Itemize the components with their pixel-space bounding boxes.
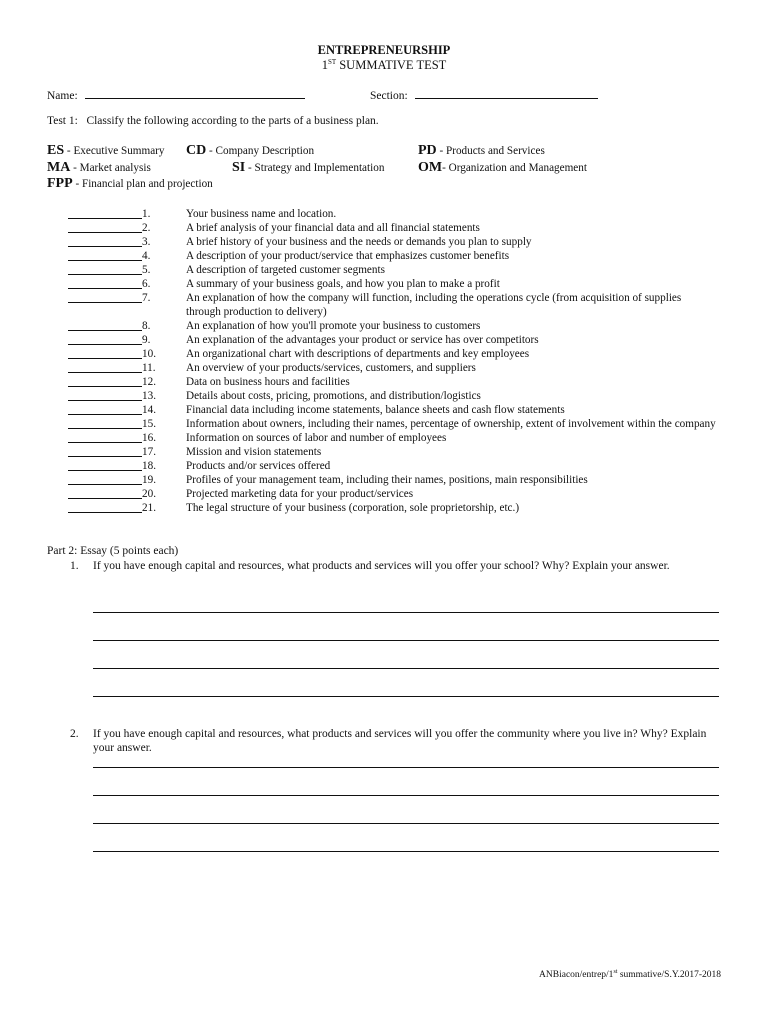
answer-blank[interactable]: [68, 375, 142, 389]
answer-blank[interactable]: [68, 487, 142, 501]
answer-blank[interactable]: [68, 235, 142, 249]
item-number: 17.: [142, 446, 156, 458]
answer-line[interactable]: [93, 767, 719, 768]
answer-blank[interactable]: [68, 459, 142, 473]
section-blank[interactable]: [415, 87, 598, 99]
item-number: 15.: [142, 418, 156, 430]
item-number: 10.: [142, 348, 156, 360]
item-number: 6.: [142, 278, 151, 290]
list-item: [68, 487, 718, 501]
essay-q1-text: If you have enough capital and resources, what products and services will you offer your school? Why? Explain your answer.: [93, 560, 670, 572]
list-item: [68, 501, 718, 515]
list-item: [68, 445, 718, 459]
item-text: A brief analysis of your financial data and all financial statements: [186, 222, 480, 234]
legend-ma: MA - Market analysis: [47, 160, 151, 175]
part2-heading: Part 2: Essay (5 points each): [47, 545, 179, 557]
item-number: 11.: [142, 362, 156, 374]
item-text: Information about owners, including their names, percentage of ownership, extent of involvement within the company: [186, 418, 716, 430]
answer-blank[interactable]: [68, 361, 142, 375]
list-item: [68, 333, 718, 347]
item-number: 16.: [142, 432, 156, 444]
list-item: [68, 431, 718, 445]
section-field[interactable]: [370, 87, 598, 102]
list-item: [68, 249, 718, 263]
answer-blank[interactable]: [68, 319, 142, 333]
item-text: Mission and vision statements: [186, 446, 322, 458]
list-item: [68, 207, 718, 221]
list-item: [68, 277, 718, 291]
item-number: 3.: [142, 236, 151, 248]
list-item: [68, 291, 718, 319]
answer-blank[interactable]: [68, 347, 142, 361]
answer-blank[interactable]: [68, 207, 142, 221]
list-item: [68, 347, 718, 361]
item-text: A description of your product/service that emphasizes customer benefits: [186, 250, 510, 262]
list-item: [68, 403, 718, 417]
answer-line[interactable]: [93, 612, 719, 613]
answer-blank[interactable]: [68, 431, 142, 445]
item-text: Financial data including income statements, balance sheets and cash flow statements: [186, 404, 565, 416]
name-field[interactable]: [47, 87, 305, 102]
essay-q2-number: 2.: [70, 728, 79, 740]
item-text: A brief history of your business and the needs or demands you plan to supply: [186, 236, 532, 248]
essay-q1-number: 1.: [70, 560, 79, 572]
list-item: [68, 235, 718, 249]
list-item: [68, 319, 718, 333]
answer-blank[interactable]: [68, 473, 142, 487]
answer-blank[interactable]: [68, 501, 142, 515]
item-text: A summary of your business goals, and how you plan to make a profit: [186, 278, 500, 290]
answer-line[interactable]: [93, 640, 719, 641]
answer-line[interactable]: [93, 696, 719, 697]
item-text: Projected marketing data for your product/services: [186, 488, 414, 500]
answer-blank[interactable]: [68, 417, 142, 431]
item-text: An overview of your products/services, customers, and suppliers: [186, 362, 476, 374]
list-item: [68, 417, 718, 431]
item-text: An organizational chart with descriptions of departments and key employees: [186, 348, 530, 360]
section-label: Section:: [370, 90, 408, 102]
item-number: 12.: [142, 376, 156, 388]
test1-instruction: Test 1: Classify the following according to the parts of a business plan.: [47, 115, 379, 127]
legend-fpp: FPP - Financial plan and projection: [47, 176, 213, 191]
list-item: [68, 263, 718, 277]
item-number: 8.: [142, 320, 151, 332]
item-text: The legal structure of your business (corporation, sole proprietorship, etc.): [186, 502, 520, 514]
item-number: 9.: [142, 334, 151, 346]
item-text: An explanation of how the company will function, including the operations cycle (from acquisition of supplies through production to delivery): [186, 292, 682, 318]
item-text: Details about costs, pricing, promotions, and distribution/logistics: [186, 390, 481, 402]
answer-blank[interactable]: [68, 263, 142, 277]
item-number: 13.: [142, 390, 156, 402]
essay-q2-text: If you have enough capital and resources, what products and services will you offer the community where you live in? Why? Explain your answer.: [93, 728, 707, 754]
item-number: 5.: [142, 264, 151, 276]
answer-blank[interactable]: [68, 221, 142, 235]
list-item: [68, 375, 718, 389]
item-number: 19.: [142, 474, 156, 486]
name-blank[interactable]: [85, 87, 305, 99]
legend-cd: CD - Company Description: [186, 143, 315, 158]
list-item: [68, 221, 718, 235]
item-text: Data on business hours and facilities: [186, 376, 350, 388]
answer-line[interactable]: [93, 823, 719, 824]
list-item: [68, 459, 718, 473]
item-number: 2.: [142, 222, 151, 234]
item-number: 21.: [142, 502, 156, 514]
item-number: 14.: [142, 404, 156, 416]
legend-si: SI - Strategy and Implementation: [232, 160, 385, 175]
legend-pd: PD - Products and Services: [418, 143, 545, 158]
answer-blank[interactable]: [68, 389, 142, 403]
item-text: A description of targeted customer segments: [186, 264, 385, 276]
item-text: An explanation of how you'll promote your business to customers: [186, 320, 481, 332]
item-number: 7.: [142, 292, 151, 304]
document-title: ENTREPRENEURSHIP: [317, 43, 451, 57]
answer-blank[interactable]: [68, 333, 142, 347]
answer-line[interactable]: [93, 851, 719, 852]
list-item: [68, 389, 718, 403]
list-item: [68, 473, 718, 487]
classification-items-list: [68, 207, 718, 515]
item-text: Your business name and location.: [186, 208, 337, 220]
answer-blank[interactable]: [68, 291, 142, 319]
legend-om: OM- Organization and Management: [418, 160, 587, 175]
item-number: 18.: [142, 460, 156, 472]
answer-blank[interactable]: [68, 445, 142, 459]
item-text: Information on sources of labor and number of employees: [186, 432, 447, 444]
item-number: 4.: [142, 250, 151, 262]
footer-reference: ANBiacon/entrep/1st summative/S.Y.2017-2018: [539, 969, 721, 981]
answer-line[interactable]: [93, 795, 719, 796]
item-text: Products and/or services offered: [186, 460, 331, 472]
name-label: Name:: [47, 90, 78, 102]
item-text: An explanation of the advantages your product or service has over competitors: [186, 334, 539, 346]
document-subtitle: 1ST SUMMATIVE TEST: [321, 58, 447, 73]
legend-es: ES - Executive Summary: [47, 143, 165, 158]
answer-line[interactable]: [93, 668, 719, 669]
item-text: Profiles of your management team, including their names, positions, main responsibilities: [186, 474, 588, 486]
answer-blank[interactable]: [68, 249, 142, 263]
item-number: 1.: [142, 208, 151, 220]
answer-blank[interactable]: [68, 277, 142, 291]
answer-blank[interactable]: [68, 403, 142, 417]
item-number: 20.: [142, 488, 156, 500]
list-item: [68, 361, 718, 375]
